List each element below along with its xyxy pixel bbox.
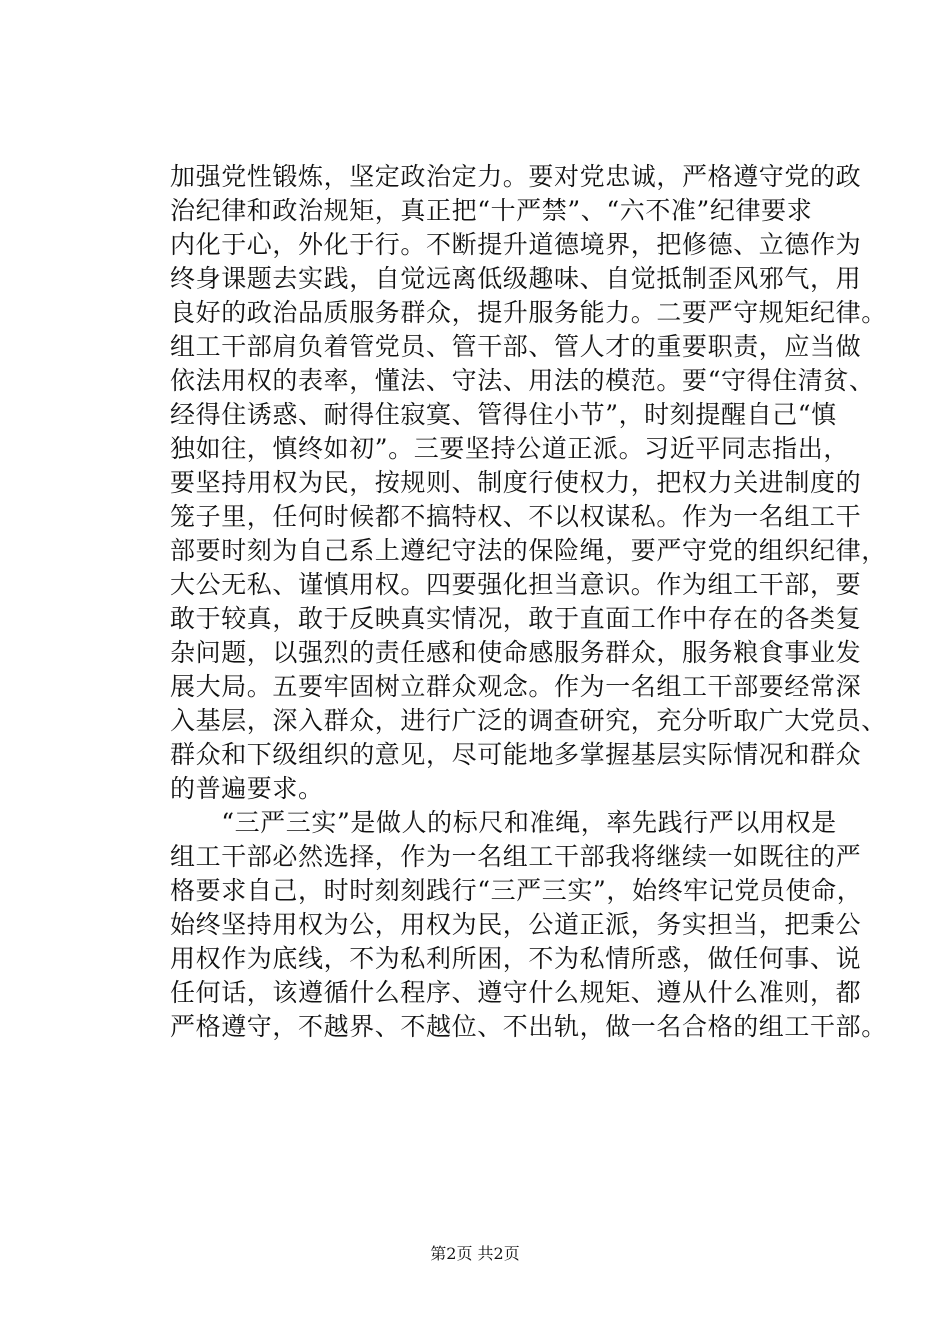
text-line: 加强党性锻炼，坚定政治定力。要对党忠诚，严格遵守党的政	[170, 162, 862, 191]
text-line: 独如往，慎终如初”。三要坚持公道正派。习近平同志指出，	[170, 434, 849, 463]
text-line: 治纪律和政治规矩，真正把“十严禁”、“六不准”纪律要求	[170, 196, 813, 225]
text-line: 经得住诱惑、耐得住寂寞、管得住小节”，时刻提醒自己“慎	[170, 400, 837, 429]
text-line: 的普遍要求。	[170, 774, 324, 803]
body-text	[170, 160, 887, 1044]
text-line: 用权作为底线，不为私利所困，不为私情所惑，做任何事、说	[170, 944, 862, 973]
text-line: 笼子里，任何时候都不搞特权、不以权谋私。作为一名组工干	[170, 502, 862, 531]
text-line: 展大局。五要牢固树立群众观念。作为一名组工干部要经常深	[170, 672, 862, 701]
text-line: 杂问题，以强烈的责任感和使命感服务群众，服务粮食事业发	[170, 638, 862, 667]
text-line: “三严三实”是做人的标尺和准绳，率先践行严以用权是	[170, 808, 837, 837]
text-line: 组工干部肩负着管党员、管干部、管人才的重要职责，应当做	[170, 332, 862, 361]
text-line: 敢于较真，敢于反映真实情况，敢于直面工作中存在的各类复	[170, 604, 862, 633]
text-line: 部要时刻为自己系上遵纪守法的保险绳，要严守党的组织纪律，	[170, 536, 887, 565]
text-line: 内化于心，外化于行。不断提升道德境界，把修德、立德作为	[170, 230, 862, 259]
text-line: 群众和下级组织的意见，尽可能地多掌握基层实际情况和群众	[170, 740, 862, 769]
text-line: 大公无私、谨慎用权。四要强化担当意识。作为组工干部，要	[170, 570, 862, 599]
text-line: 格要求自己，时时刻刻践行“三严三实”，始终牢记党员使命，	[170, 876, 863, 905]
page-footer: 第2页 共2页	[430, 1244, 520, 1263]
text-line: 依法用权的表率，懂法、守法、用法的模范。要“守得住清贫、	[170, 366, 875, 395]
text-line: 任何话，该遵循什么程序、遵守什么规矩、遵从什么准则，都	[170, 978, 862, 1007]
text-line: 要坚持用权为民，按规则、制度行使权力，把权力关进制度的	[170, 468, 862, 497]
text-line: 终身课题去实践，自觉远离低级趣味、自觉抵制歪风邪气，用	[170, 264, 862, 293]
text-line: 始终坚持用权为公，用权为民，公道正派，务实担当，把秉公	[170, 910, 862, 939]
text-line: 严格遵守，不越界、不越位、不出轨，做一名合格的组工干部。	[170, 1012, 887, 1041]
text-line: 组工干部必然选择，作为一名组工干部我将继续一如既往的严	[170, 842, 862, 871]
text-line: 良好的政治品质服务群众，提升服务能力。二要严守规矩纪律。	[170, 298, 887, 327]
text-line: 入基层，深入群众，进行广泛的调查研究，充分听取广大党员、	[170, 706, 887, 735]
